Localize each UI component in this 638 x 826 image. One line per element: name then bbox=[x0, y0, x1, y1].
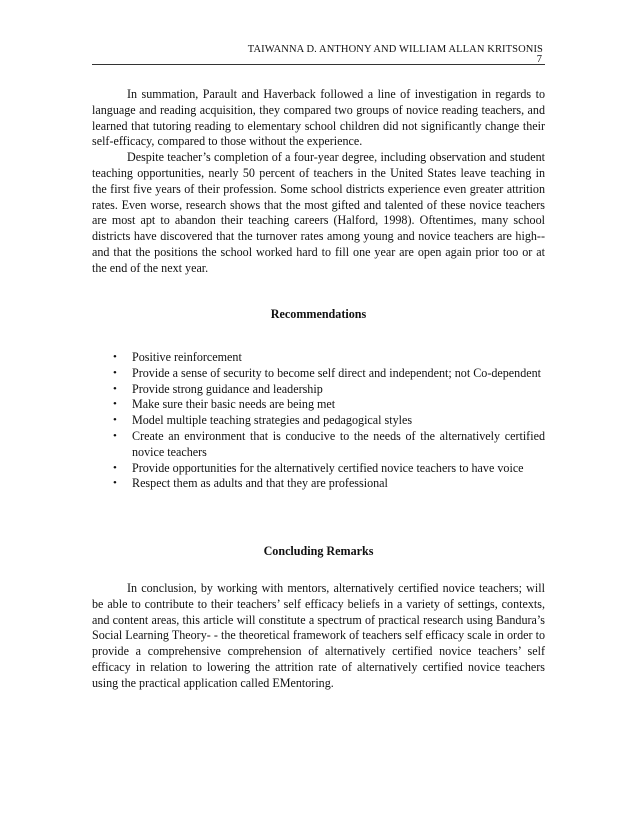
bullet-icon: • bbox=[113, 461, 117, 474]
header-rule bbox=[92, 64, 545, 65]
list-item bbox=[92, 366, 545, 382]
recommendations-list bbox=[92, 350, 545, 492]
concluding-paragraph: In conclusion, by working with mentors, alternatively certified novice teachers; will be able to contribute to their teachers’ self efficacy beliefs in a variety of settings, contexts, and content areas, this article will constitute a spectrum of practical research using Bandura’s Social Learning Theory- - the theoretical framework of teachers self efficacy scale in order to provide a comprehensive comprehension of alternatively certified novice teachers’ self efficacy in relation to lowering the attrition rate of alternatively certified novice teachers using the practical application called EMentoring. bbox=[92, 581, 545, 690]
intro-section bbox=[92, 87, 545, 277]
list-item-text: Provide opportunities for the alternatively certified novice teachers to have voice bbox=[132, 460, 524, 475]
list-item bbox=[92, 397, 545, 413]
page-number: 7 bbox=[536, 54, 542, 65]
bullet-icon: • bbox=[113, 382, 117, 395]
intro-paragraph: Despite teacher’s completion of a four-year degree, including observation and student teaching opportunities, nearly 50 percent of teachers in the United States leave teaching in the first five years of their profession. Some school districts experience even greater attrition rates. Even worse, research shows that the most gifted and talented of these novice teachers are most apt to abandon their teaching careers (Halford, 1998). Oftentimes, many school districts have discovered that the turnover rates among young and novice teachers are high--and that the positions the school worked hard to fill one year are open again prior too or at the end of the next year. bbox=[92, 150, 545, 275]
concluding-heading: Concluding Remarks bbox=[263, 544, 374, 558]
bullet-icon: • bbox=[113, 477, 117, 490]
list-item bbox=[92, 382, 545, 398]
bullet-icon: • bbox=[113, 366, 117, 379]
list-item-text: Positive reinforcement bbox=[132, 350, 242, 364]
bullet-icon: • bbox=[113, 398, 117, 411]
concluding-section bbox=[92, 581, 545, 692]
list-item bbox=[92, 476, 545, 492]
list-item bbox=[92, 413, 545, 429]
list-item bbox=[92, 350, 545, 366]
list-item-text: Provide a sense of security to become self direct and independent; not Co-dependent bbox=[132, 365, 542, 380]
list-item-text: Respect them as adults and that they are professional bbox=[132, 476, 388, 491]
running-head: TAIWANNA D. ANTHONY AND WILLIAM ALLAN KRITSONIS bbox=[247, 44, 543, 55]
bullet-icon: • bbox=[113, 414, 117, 427]
list-item-text: Create an environment that is conducive to the needs of the alternatively certified novice teachers bbox=[132, 428, 545, 459]
list-item-text: Make sure their basic needs are being met bbox=[132, 397, 336, 412]
bullet-icon: • bbox=[113, 351, 117, 363]
intro-paragraph: In summation, Parault and Haverback followed a line of investigation in regards to language and reading acquisition, they compared two groups of novice reading teachers, and learned that tutoring reading to elementary school children did not significantly change their self-efficacy, compared to those without the experience. bbox=[92, 87, 545, 149]
list-item-text: Provide strong guidance and leadership bbox=[132, 381, 323, 396]
bullet-icon: • bbox=[113, 429, 117, 442]
list-item bbox=[92, 429, 545, 461]
list-item-text: Model multiple teaching strategies and pedagogical styles bbox=[132, 413, 413, 428]
recommendations-heading: Recommendations bbox=[270, 307, 367, 321]
list-item bbox=[92, 461, 545, 477]
